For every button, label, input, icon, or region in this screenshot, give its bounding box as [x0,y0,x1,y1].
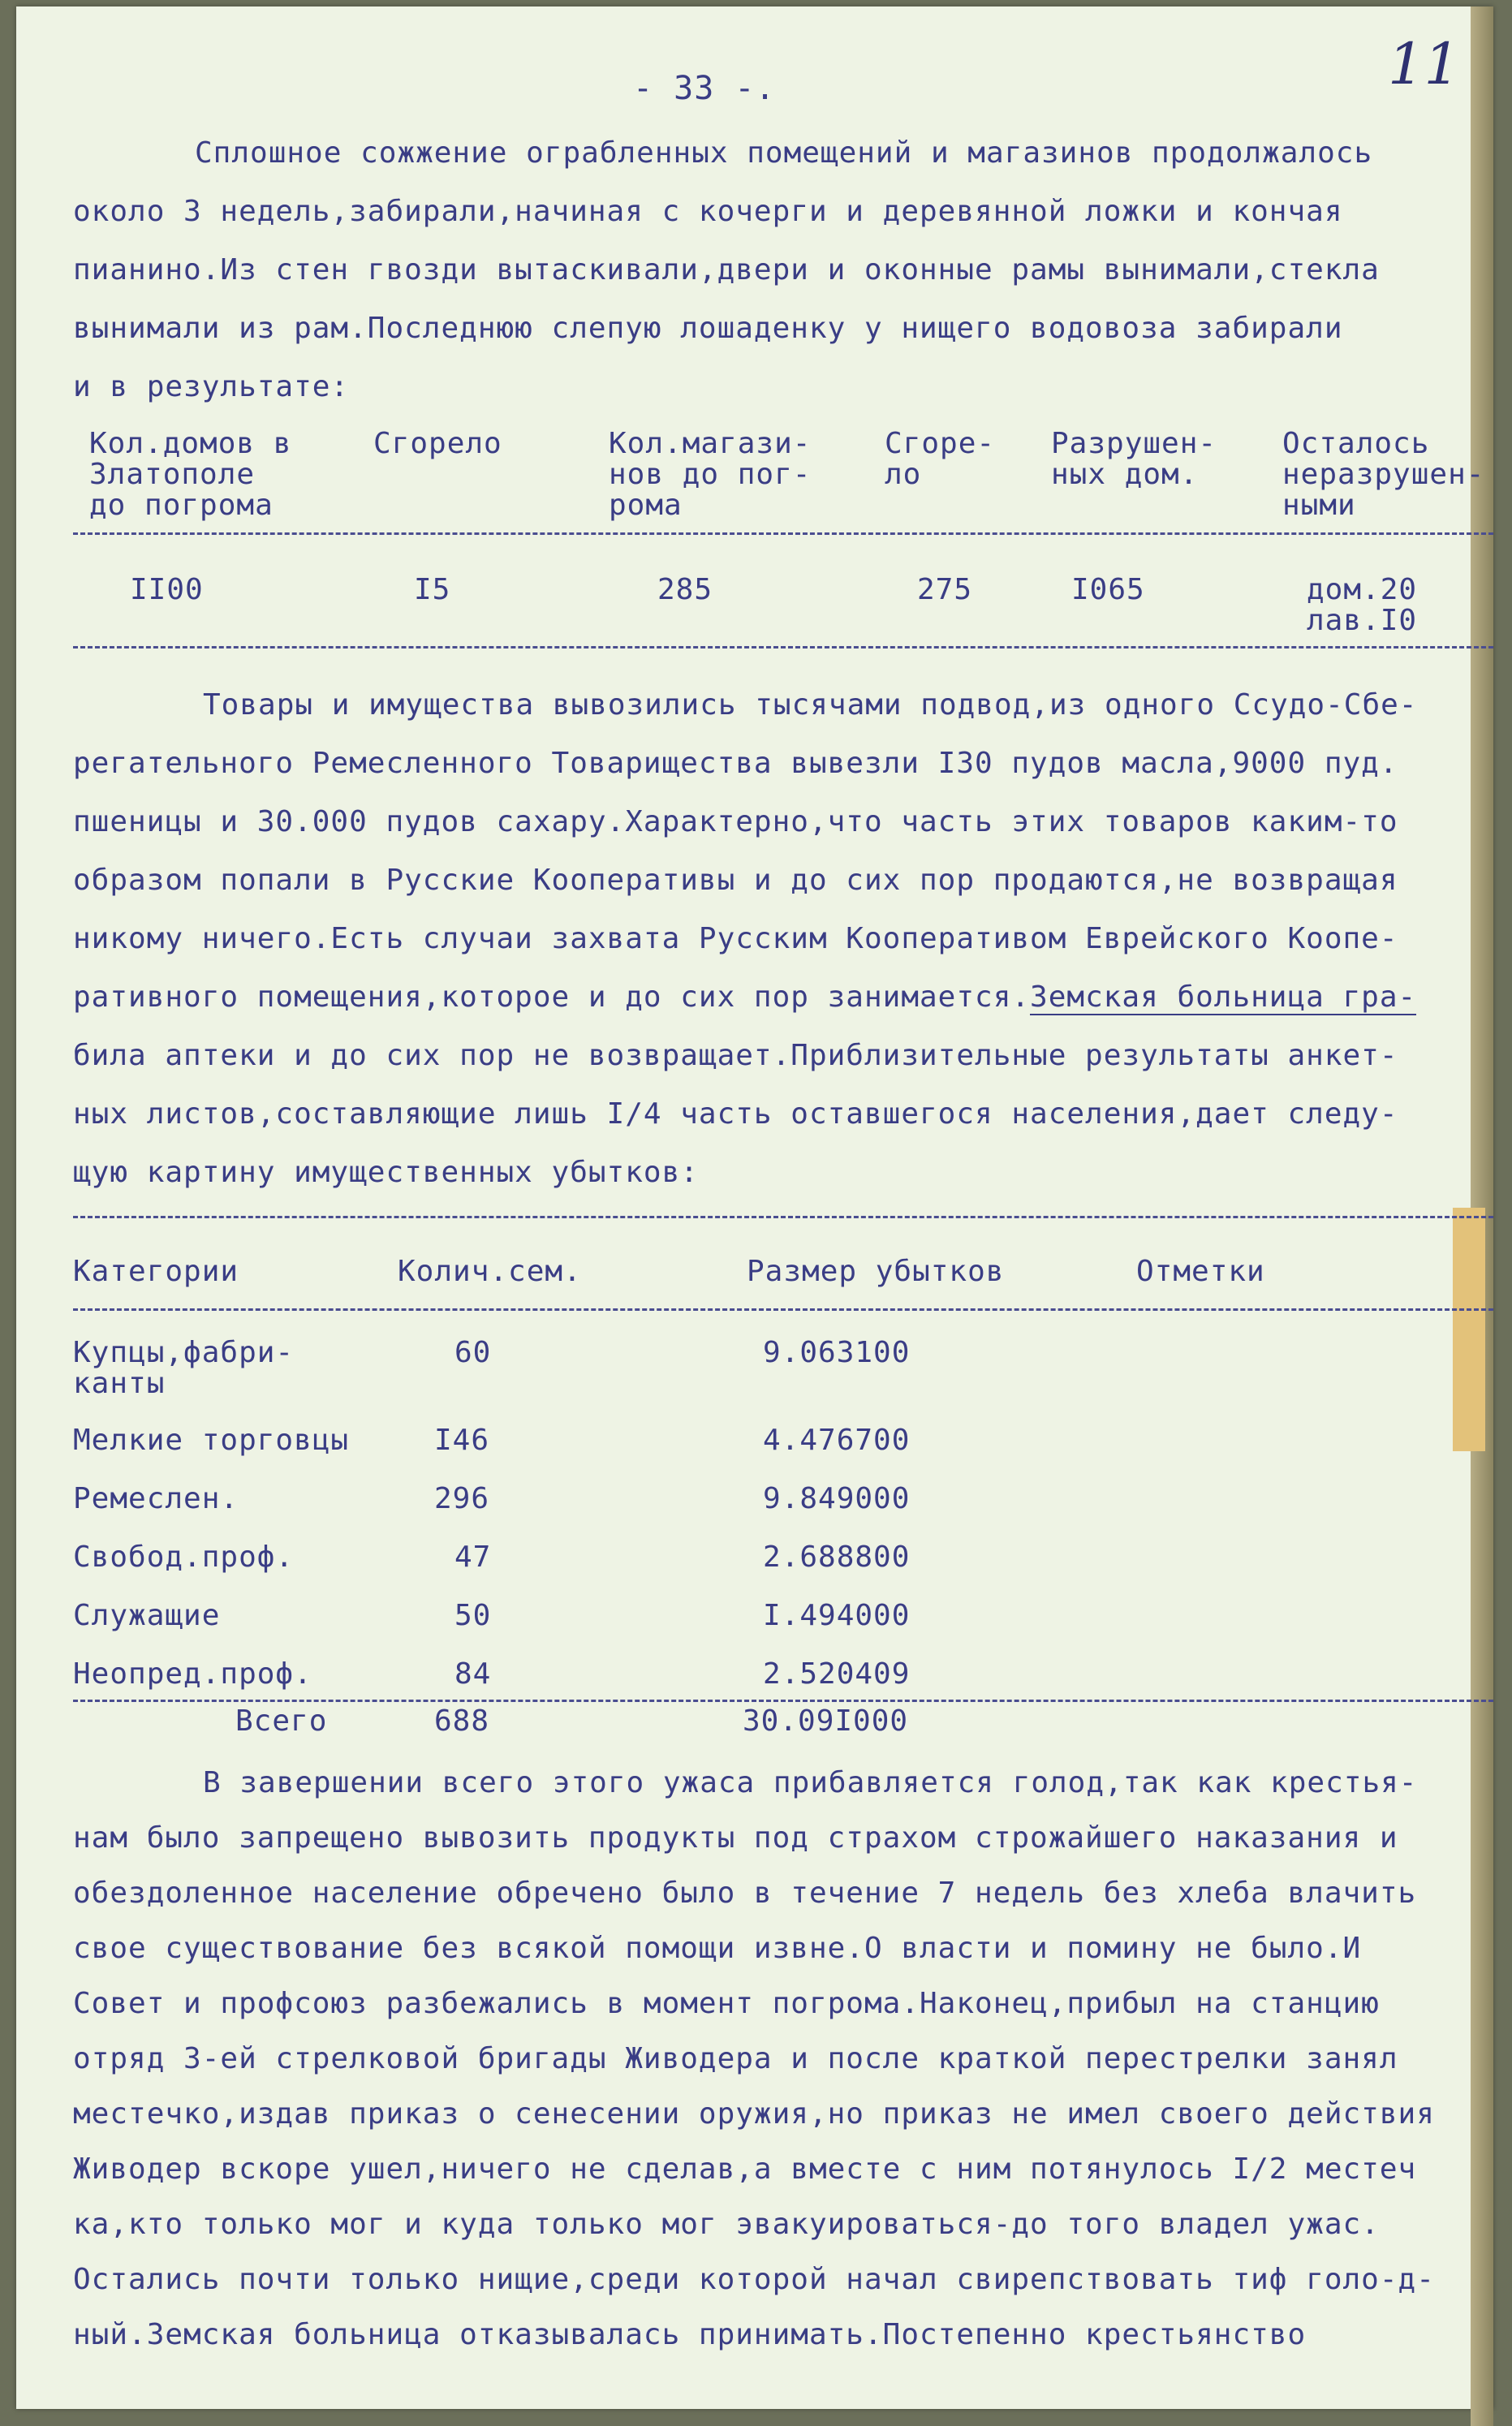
table2-row-category: Неопред.проф. [73,1657,312,1691]
text-line-compound [73,980,1416,1014]
text-line: образом попали в Русские Кооперативы и до сих пор продаются,не возвращая [73,864,1398,897]
text-line: и в результате: [73,370,350,403]
text-line: пшеницы и 30.000 пудов сахару.Характерно,что часть этих товаров каким-то [73,805,1398,838]
table1-header-shops: Кол.магази- нов до пог- рома [609,427,812,522]
text-line: пианино.Из стен гвозди вытаскивали,двери и оконные рамы вынимали,стекла [73,253,1380,287]
text-line: Совет и профсоюз разбежались в момент погрома.Наконец,прибыл на станцию [73,1987,1380,2020]
table1-value-intact: дом.20 лав.I0 [1307,573,1418,637]
table2-row-count: 84 [454,1657,492,1691]
table2-row-loss: 2.688800 [763,1540,911,1574]
text-line: никому ничего.Есть случаи захвата Русским Кооперативом Еврейского Коопе- [73,922,1398,955]
table1-header-burned: Сгорело [373,427,502,460]
text-line: щую картину имущественных убытков: [73,1156,699,1189]
table1-value-shops-burned: 275 [917,573,973,606]
table2-row-category: Ремеслен. [73,1482,239,1515]
table2-row-count: I46 [434,1424,490,1457]
table1-value-destroyed: I065 [1071,573,1145,606]
table2-header-category: Категории [73,1255,239,1288]
table2-row-loss: 2.520409 [763,1657,911,1691]
table1-header-houses: Кол.домов в Златополе до погрома [89,427,292,522]
page-number: - 33 -. [633,70,776,107]
table2-row-category: Мелкие торговцы [73,1424,350,1457]
text-line: ных листов,составляющие лишь I/4 часть оставшегося населения,дает следу- [73,1097,1398,1131]
table2-row-category: Свобод.проф. [73,1540,295,1574]
table2-row-category: Купцы,фабри- канты [73,1336,295,1400]
table2-row-count: 296 [434,1482,490,1515]
text-fragment: ративного помещения,которое и до сих пор занимается. [73,980,1031,1014]
text-line: вынимали из рам.Последнюю слепую лошаденку у нищего водовоза забирали [73,312,1343,345]
table2-row-loss: 9.063100 [763,1336,911,1369]
table2-row-loss: 4.476700 [763,1424,911,1457]
table2-row-count: 60 [454,1336,492,1369]
table-divider [73,1700,1493,1702]
text-line: отряд 3-ей стрелковой бригады Живодера и после краткой перестрелки занял [73,2042,1398,2075]
text-line: В завершении всего этого ужаса прибавляется голод,так как крестья- [203,1766,1418,1799]
table-divider [73,646,1493,649]
table2-total-count: 688 [434,1704,490,1738]
text-line: обездоленное население обречено было в течение 7 недель без хлеба влачить [73,1877,1417,1910]
table2-header-loss: Размер убытков [747,1255,1005,1288]
text-line: Живодер вскоре ушел,ничего не сделав,а вместе с ним потянулось I/2 местеч [73,2152,1417,2186]
text-line: местечко,издав приказ о сенесении оружия,но приказ не имел своего действия [73,2097,1435,2131]
text-line: регательного Ремесленного Товарищества вывезли I30 пудов масла,9000 пуд. [73,747,1398,780]
paper-tab [1453,1208,1485,1451]
table-divider [73,532,1493,535]
table1-header-destroyed: Разрушен- ных дом. [1051,427,1217,491]
text-line: Остались почти только нищие,среди которой начал свирепствовать тиф голо-д- [73,2263,1435,2296]
handwritten-mark: 11 [1388,31,1461,97]
text-line: Сплошное сожжение ограбленных помещений и магазинов продолжалось [195,136,1373,170]
text-line: Товары и имущества вывозились тысячами подвод,из одного Ссудо-Сбе- [203,688,1418,722]
table2-header-notes: Отметки [1136,1255,1265,1288]
table2-total-label: Всего [235,1704,328,1738]
document-page [16,6,1493,2409]
underlined-fragment: Земская больница гра- [1030,980,1417,1014]
table2-total-loss: 30.09I000 [743,1704,909,1738]
text-line: нам было запрещено вывозить продукты под страхом строжайшего наказания и [73,1821,1398,1855]
table2-header-count: Колич.сем. [398,1255,582,1288]
text-line: около 3 недель,забирали,начиная с кочерги и деревянной ложки и кончая [73,195,1343,228]
table2-row-count: 50 [454,1599,492,1632]
table2-row-loss: I.494000 [763,1599,911,1632]
text-line: свое существование без всякой помощи извне.О власти и помину не было.И [73,1932,1362,1965]
table-divider [73,1216,1493,1218]
table1-value-burned: I5 [414,573,451,606]
table2-row-category: Служащие [73,1599,221,1632]
table1-header-shops-burned: Сгоре- ло [885,427,996,491]
text-line: била аптеки и до сих пор не возвращает.Приблизительные результаты анкет- [73,1039,1398,1072]
table1-value-shops: 285 [657,573,713,606]
table1-header-intact: Осталось неразрушен- ными [1282,427,1485,522]
table-divider [73,1308,1493,1311]
text-line: ка,кто только мог и куда только мог эвакуироваться-до того владел ужас. [73,2208,1380,2241]
table1-value-houses: II00 [130,573,204,606]
table2-row-loss: 9.849000 [763,1482,911,1515]
table2-row-count: 47 [454,1540,492,1574]
text-line: ный.Земская больница отказывалась принимать.Постепенно крестьянство [73,2318,1307,2351]
